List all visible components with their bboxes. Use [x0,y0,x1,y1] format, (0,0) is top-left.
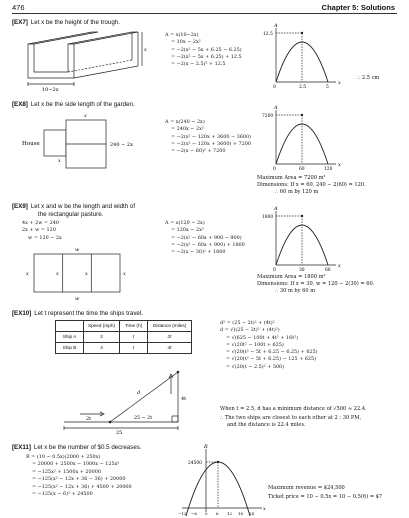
ex11-eq-6: = −125(x − 6)² + 24500 [32,491,93,498]
chapter-title: Chapter 5: Solutions [321,3,395,12]
ex10-eq-5: = √(20(t² − 5t + 6.25 − 6.25) + 625) [226,349,318,356]
ex7-answer: ∴ 2.5 cm [357,75,380,81]
ex11-eq-2: = 20000 + 2500x − 1000x − 125x² [32,461,120,468]
ex8-intro: Let x be the side length of the garden. [30,101,135,108]
ex8-eq-2: = 240x − 2x² [171,126,204,133]
ex10-eq-6: = √(20(t² − 5t + 6.25) − 125 + 625) [226,356,317,363]
ex10-eq-2: d = √((25 − 2t)² + (4t)²) [220,327,280,334]
ex7-eq-1: A = x(10−2x) [165,32,199,38]
ex11-graph-xtick-7: 24 [249,511,255,516]
ex7-graph-xtick-2: 5 [326,85,329,90]
ex7-intro: Let x be the height of the trough. [30,19,120,26]
ex9-diagram-x-3: x [85,271,88,277]
ex9-diagram-x-4: x [123,271,126,277]
table-cell: 4 [84,343,120,354]
ex10-note-1: When t = 2.5, d has a minimum distance of √500 ≈ 22.4. [220,406,367,412]
ex9-label: [EX9] [12,203,28,210]
ex11-graph-ylabel: R [204,444,208,450]
ex8-eq-3: = −2(x² − 120x + 3600 − 3600) [171,133,252,140]
ex9-left-eq-2: 2x + w = 120 [22,227,56,234]
ex9-graph-xtick-1: 30 [299,268,305,273]
ex11-eq-4: = −125(x² − 12x + 36 − 36) + 20000 [32,476,126,483]
table-header-row [56,321,192,332]
table-row [56,332,192,343]
ex9-pasture-diagram [20,244,135,304]
ex11-graph-xtick-2: −6 [191,511,197,516]
table-header-cell: Distance (miles) [148,321,192,332]
ex9-notes [257,274,374,296]
ex10-label: [EX10] [12,310,32,317]
ex11-graph-xlabel: x [263,506,266,512]
ex7-heading [12,19,120,27]
ex9-diagram-w-bottom: w [75,296,80,302]
ex10-heading [12,310,143,318]
ex9-graph-xlabel: x [338,263,341,269]
ex8-eq-5: = −2(x − 60)² + 7200 [171,148,226,155]
table-cell: t [120,332,148,343]
ex11-heading [12,444,142,452]
table-header-cell: Time (h) [120,321,148,332]
ex8-graph-origin: 0 [273,167,276,172]
ex7-eq-5: = −2(x − 2.5)² + 12.5 [171,61,226,68]
ex8-max-area: Maximum Area = 7200 m² [257,175,326,181]
table-cell: Ship A [56,332,84,343]
ex9-eq-5: = −2(x − 30)² + 1800 [171,249,226,256]
ex9-intro: Let x and w be the length and width of [30,203,136,210]
ex8-garden-diagram [22,110,150,180]
ex8-side-left-label: x [58,158,61,164]
ex9-eq-3: = −2(x² − 60x + 900 − 900) [171,234,242,241]
ex10-tri-diff-label: 25 − 2t [134,416,153,421]
ex10-tri-4t-label: 4t [181,396,187,402]
ex11-eq-3: = −125x² + 1500x + 20000 [32,468,101,475]
ex8-heading [12,101,135,109]
table-header-cell [56,321,84,332]
ex10-intro: Let t represent the time the ships travel. [34,310,143,317]
ex9-left-equations [22,220,62,242]
ex9-eq-1: A = x(120 − 2x) [165,220,205,226]
ex7-eq-3: = −2(x² − 5x + 6.25 − 6.25) [171,46,242,53]
ex8-mid-label: 240 − 2x [110,142,133,148]
ex7-parabola-graph [262,24,342,88]
ex9-equations [165,220,245,256]
ex9-left-eq-3: w = 120 − 2x [28,234,62,241]
ex11-notes [268,485,382,501]
ex8-graph-ytick: 7200 [262,114,274,119]
ex8-equations [165,119,251,155]
ex9-graph-ylabel: A [274,206,278,212]
ex9-diagram-w-top: w [75,247,80,253]
ex9-left-eq-1: 4x + 2w = 240 [22,220,59,226]
ex7-eq-4: = −2(x² − 5x + 6.25) + 12.5 [171,53,242,60]
ex7-diagram-side-label: x [144,47,147,53]
ex8-graph-ylabel: A [274,105,278,111]
ex7-graph-xtick-1: 2.5 [299,85,306,90]
ex10-equations [220,320,318,371]
ex9-graph-ytick: 1800 [262,215,274,220]
ex10-triangle-diagram [60,364,210,434]
ex11-graph-xtick-4: 6 [216,511,219,516]
header-rule [12,13,397,14]
ex7-graph-ylabel: A [274,23,278,29]
ex7-diagram-bottom-label: 10−2x [42,87,59,93]
ex10-tri-2t-label: 2t [86,416,92,422]
ex11-ticket-price: Ticket price = 10 − 0.5x = 10 − 0.5(6) = $7 [268,494,383,501]
ex10-note-2: ∴ The two ships are closest to each other at 2 : 30 PM, [220,415,362,422]
ex7-label: [EX7] [12,19,28,26]
ex8-eq-4: = −2(x² − 120x + 3600) + 7200 [171,140,252,147]
table-cell: t [120,343,148,354]
ex9-max-area: Maximum Area = 1800 m² [257,274,326,280]
ex7-equations [165,32,242,68]
ex9-graph-xtick-2: 60 [325,268,331,273]
ex8-graph-xtick-2: 120 [324,167,333,172]
ex9-diagram-x-1: x [26,271,29,277]
ex8-graph-xtick-1: 60 [299,167,305,172]
ex11-equations [26,454,132,498]
table-cell: Ship B [56,343,84,354]
ex9-intro-2: the rectangular pasture. [38,210,104,218]
table-header-cell: Speed (mph) [84,321,120,332]
ex7-graph-xlabel: x [338,80,341,86]
ex9-eq-4: = −2(x² − 60x + 900) + 1800 [171,241,245,248]
ex10-ship-table [55,320,192,354]
ex7-graph-ytick: 12.5 [263,32,273,37]
page-number: 476 [12,3,25,12]
ex11-eq-1: R = (10 − 0.5x)(2000 + 250x) [26,454,101,460]
ex9-diagram-x-2: x [56,271,59,277]
ex11-graph-xtick-6: 18 [238,511,244,516]
ex8-parabola-graph [262,106,342,170]
ex10-eq-4: = √(20t² − 100t + 625) [226,341,284,348]
ex8-eq-1: A = x(240 − 2x) [165,119,205,125]
ex8-dimensions: Dimensions: If x = 60, 240 − 2(60) = 120. [257,182,366,189]
ex10-tri-d-label: d [137,390,141,396]
ex11-graph-xtick-1: −12 [178,511,187,516]
table-cell: 4t [148,343,192,354]
ex7-trough-diagram [22,30,152,92]
ex10-tri-base-label: 25 [116,430,123,436]
ex9-heading [12,203,135,219]
ex11-eq-5: = −125(x² − 12x + 36) + 4500 + 20000 [32,483,132,490]
ex8-house-label: House [22,141,40,147]
ex11-parabola-graph [178,446,268,516]
ex9-dimensions: Dimensions: If x = 30, w = 120 − 2(30) = 60. [257,281,375,288]
ex10-eq-1: d² = (25 − 2t)² + (4t)² [220,320,275,326]
ex10-notes [220,406,367,430]
ex9-graph-origin: 0 [273,268,276,273]
ex11-graph-ytick: 24500 [188,461,202,466]
ex11-label: [EX11] [12,444,31,451]
table-cell: 2 [84,332,120,343]
ex11-graph-xtick-3: 0 [205,511,208,516]
ex7-eq-2: = 10x − 2x² [171,39,201,46]
ex9-eq-2: = 120x − 2x² [171,227,204,234]
ex8-graph-xlabel: x [338,162,341,168]
ex10-eq-3: = √(625 − 100t + 4t² + 16t²) [226,334,299,341]
ex8-dimensions-answer: ∴ 60 m by 120 m [275,189,319,196]
table-cell: 2t [148,332,192,343]
ex11-max-revenue: Maximum revenue = $24,500 [268,485,345,491]
ex11-graph-xtick-5: 12 [227,511,233,516]
ex11-intro: Let x be the number of $0.5 decreases. [33,444,142,451]
ex8-side-top-label: x [84,113,87,119]
ex8-notes [257,175,366,197]
ex10-note-3: and the distance is 22.4 miles. [227,422,306,429]
ex9-dimensions-answer: ∴ 30 m by 60 m [275,288,316,295]
ex8-label: [EX8] [12,101,28,108]
table-row [56,343,192,354]
ex10-eq-7: = √(20(t − 2.5)² + 500) [226,363,285,370]
ex7-graph-origin: 0 [273,85,276,90]
ex9-parabola-graph [262,207,342,271]
